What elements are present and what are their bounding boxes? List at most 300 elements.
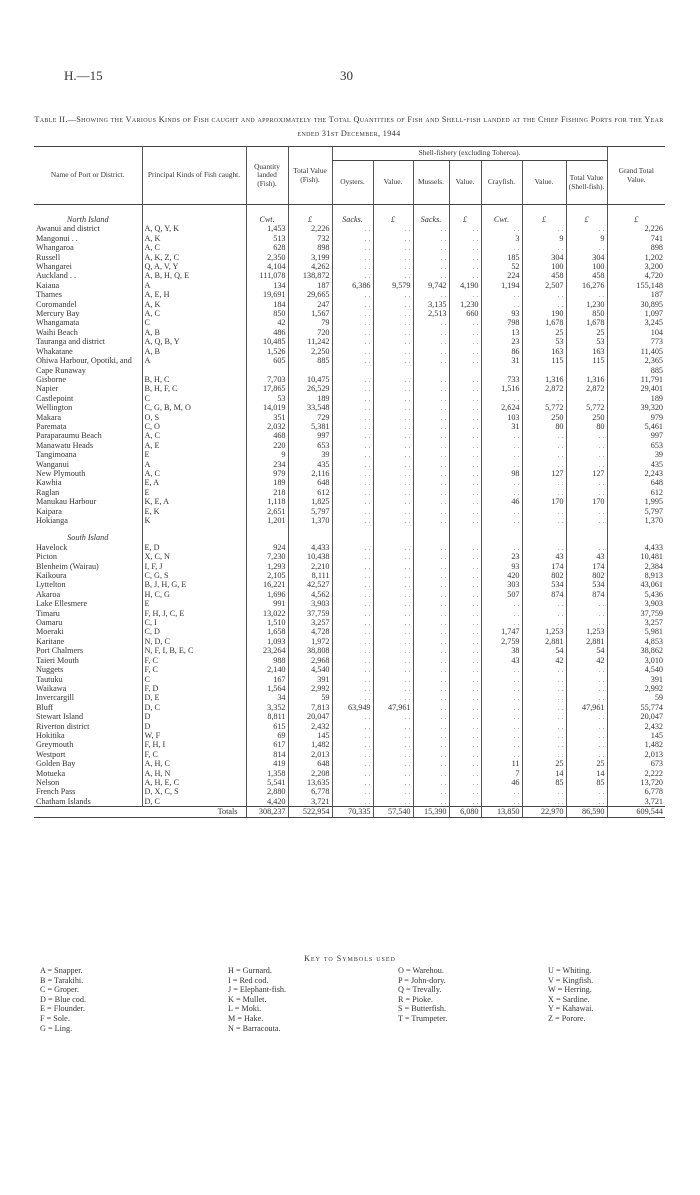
section-north: North Island [66, 215, 109, 224]
key-entry: H = Gurnard. [228, 966, 272, 975]
table-row [34, 787, 665, 796]
cell-val: 1,370 [288, 516, 332, 525]
cell-crv: 534 [522, 580, 566, 589]
cell-cr: . . [481, 290, 522, 299]
cell-oy: . . [332, 731, 373, 740]
cell-crv: . . [522, 460, 566, 469]
cell-muv: . . [449, 441, 481, 450]
col-port: Name of Port or District. [34, 147, 142, 205]
table-row [34, 759, 665, 768]
fish-kinds: E, K [142, 507, 246, 516]
cell-gt: 673 [607, 759, 665, 768]
cell-oy: . . [332, 488, 373, 497]
cell-cr: 7 [481, 769, 522, 778]
cell-oy: . . [332, 290, 373, 299]
cell-st: 458 [566, 271, 607, 280]
cell-val: 10,475 [288, 375, 332, 384]
cell-st: 163 [566, 347, 607, 356]
cell-mu: . . [413, 422, 449, 431]
unit-oy: Sacks. [332, 205, 373, 225]
port-name: Hokianga [36, 516, 68, 525]
cell-gt: 10,481 [607, 552, 665, 561]
key-entry: G = Ling. [40, 1023, 73, 1033]
cell-st: . . [566, 722, 607, 731]
cell-crv: 163 [522, 347, 566, 356]
cell-mu: . . [413, 552, 449, 561]
col-shell-group: Shell-fishery (excluding Toheroa). [332, 147, 607, 161]
cell-oy: . . [332, 552, 373, 561]
table-row [34, 460, 665, 469]
cell-gt: 653 [607, 441, 665, 450]
section-row [34, 205, 665, 225]
fish-kinds: A, C [142, 431, 246, 440]
cell-val: 42,527 [288, 580, 332, 589]
key-entry: D = Blue cod. [40, 994, 87, 1004]
cell-oyv: . . [373, 478, 413, 487]
table-row [34, 497, 665, 506]
section-row [34, 525, 665, 542]
cell-oy: 6,386 [332, 281, 373, 290]
cell-val: 1,972 [288, 637, 332, 646]
cell-cr: 46 [481, 497, 522, 506]
cell-cr: 46 [481, 778, 522, 787]
cell-oy: . . [332, 431, 373, 440]
cell-cr: 11 [481, 759, 522, 768]
cell-oy: . . [332, 609, 373, 618]
cell-muv: 660 [449, 309, 481, 318]
cell-mu: . . [413, 580, 449, 589]
cell-crv: . . [522, 609, 566, 618]
cell-st: 250 [566, 413, 607, 422]
cell-gt: 6,778 [607, 787, 665, 796]
table-row [34, 300, 665, 309]
cell-cr: 93 [481, 562, 522, 571]
key-col-4 [548, 966, 593, 1024]
cell-mu: . . [413, 599, 449, 608]
port-name: Port Chalmers [36, 646, 84, 656]
fish-kinds: C, D [142, 627, 246, 636]
cell-oyv: . . [373, 318, 413, 327]
cell-gt: 8,913 [607, 571, 665, 580]
cell-gt: 898 [607, 243, 665, 252]
cell-muv: . . [449, 262, 481, 271]
cell-oyv: . . [373, 571, 413, 580]
cell-muv: . . [449, 552, 481, 561]
fish-kinds: B, H, C [142, 375, 246, 384]
cell-qty: 14,019 [246, 403, 288, 412]
cell-cr: . . [481, 731, 522, 740]
cell-mu: . . [413, 665, 449, 674]
cell-muv: . . [449, 759, 481, 768]
cell-muv: . . [449, 507, 481, 516]
cell-oy: . . [332, 590, 373, 599]
cell-gt: 5,461 [607, 422, 665, 431]
cell-st: 850 [566, 309, 607, 318]
cell-st: . . [566, 243, 607, 252]
cell-val: 2,992 [288, 684, 332, 693]
cell-oy: . . [332, 797, 373, 807]
cell-st: . . [566, 712, 607, 721]
cell-muv: . . [449, 497, 481, 506]
cell-cr: 98 [481, 469, 522, 478]
cell-st: 25 [566, 759, 607, 768]
cell-gt: 648 [607, 478, 665, 487]
cell-muv: . . [449, 337, 481, 346]
port-name: Wellington [36, 403, 73, 413]
port-name: Manawatu Heads [36, 440, 94, 450]
cell-cr: 1,747 [481, 627, 522, 636]
cell-mu: . . [413, 740, 449, 749]
table-row [34, 778, 665, 787]
port-name: Russell [36, 252, 61, 262]
cell-mu: . . [413, 609, 449, 618]
cell-val: 2,208 [288, 769, 332, 778]
port-name: Akaroa [36, 589, 61, 599]
cell-st: . . [566, 684, 607, 693]
cell-st: . . [566, 787, 607, 796]
fish-kinds: N, F, I, B, E, C [142, 646, 246, 655]
key-entry: Q = Trevally. [398, 985, 442, 995]
col-quantity: Quantity landed (Fish). [246, 147, 288, 205]
cell-mu: . . [413, 318, 449, 327]
cell-gt: 2,226 [607, 224, 665, 233]
cell-oy: . . [332, 778, 373, 787]
cell-qty: 13,022 [246, 609, 288, 618]
cell-val: 2,226 [288, 224, 332, 233]
table-row [34, 609, 665, 618]
cell-cr: 38 [481, 646, 522, 655]
cell-qty: 1,453 [246, 224, 288, 233]
cell-oy: . . [332, 580, 373, 589]
port-name: Nuggets [36, 665, 64, 675]
port-name: New Plymouth [36, 468, 86, 478]
cell-st: 16,276 [566, 281, 607, 290]
cell-val: 885 [288, 356, 332, 375]
cell-qty: 19,691 [246, 290, 288, 299]
fish-kinds: A, K [142, 234, 246, 243]
cell-oyv: . . [373, 243, 413, 252]
cell-cr: . . [481, 224, 522, 233]
cell-cr: 224 [481, 271, 522, 280]
cell-qty: 234 [246, 460, 288, 469]
cell-muv: . . [449, 627, 481, 636]
cell-qty: 3,352 [246, 703, 288, 712]
cell-oy: . . [332, 571, 373, 580]
cell-crv: 1,253 [522, 627, 566, 636]
cell-muv: . . [449, 769, 481, 778]
cell-cr: 23 [481, 552, 522, 561]
cell-qty: 419 [246, 759, 288, 768]
table-row [34, 712, 665, 721]
cell-val: 3,199 [288, 253, 332, 262]
cell-qty: 513 [246, 234, 288, 243]
cell-oyv: . . [373, 271, 413, 280]
cell-muv: . . [449, 224, 481, 233]
cell-crv: . . [522, 797, 566, 807]
cell-mu: . . [413, 684, 449, 693]
fish-kinds: D, X, C, S [142, 787, 246, 796]
cell-gt: 4,853 [607, 637, 665, 646]
cell-crv: 115 [522, 356, 566, 375]
fish-kinds: B, H, F, C [142, 384, 246, 393]
table-body [34, 205, 665, 818]
cell-val: 189 [288, 394, 332, 403]
cell-st: . . [566, 394, 607, 403]
cell-val: 3,903 [288, 599, 332, 608]
cell-val: 5,797 [288, 507, 332, 516]
cell-st: 2,872 [566, 384, 607, 393]
fish-kinds: D, C [142, 703, 246, 712]
port-name: Motueka [36, 768, 66, 778]
table-row [34, 562, 665, 571]
total-muv: 6,080 [449, 807, 481, 817]
cell-oy: . . [332, 337, 373, 346]
cell-st: . . [566, 441, 607, 450]
cell-mu: 3,135 [413, 300, 449, 309]
fish-kinds: A, C [142, 469, 246, 478]
cell-muv: . . [449, 637, 481, 646]
cell-oyv: . . [373, 646, 413, 655]
cell-gt: 1,202 [607, 253, 665, 262]
cell-val: 138,872 [288, 271, 332, 280]
cell-oyv: . . [373, 665, 413, 674]
cell-oyv: . . [373, 337, 413, 346]
cell-st: 115 [566, 356, 607, 375]
cell-val: 4,433 [288, 543, 332, 552]
cell-oy: . . [332, 478, 373, 487]
table-row [34, 580, 665, 589]
cell-cr: 2,759 [481, 637, 522, 646]
cell-gt: 997 [607, 431, 665, 440]
fish-kinds: A, H, C [142, 759, 246, 768]
cell-muv: . . [449, 722, 481, 731]
table-row [34, 684, 665, 693]
cell-st: 9 [566, 234, 607, 243]
cell-st: . . [566, 290, 607, 299]
port-name: Moeraki [36, 627, 64, 637]
cell-gt: 37,759 [607, 609, 665, 618]
cell-val: 391 [288, 675, 332, 684]
cell-oyv: . . [373, 656, 413, 665]
cell-oy: . . [332, 318, 373, 327]
port-name: Whangamata [36, 318, 80, 328]
cell-cr: . . [481, 609, 522, 618]
port-name: Kaipara [36, 506, 62, 516]
cell-crv: 127 [522, 469, 566, 478]
fish-kinds: W, F [142, 731, 246, 740]
key-title: Key to Symbols used [304, 954, 396, 963]
cell-st: . . [566, 740, 607, 749]
fish-kinds: K [142, 516, 246, 525]
cell-st: 80 [566, 422, 607, 431]
cell-muv: . . [449, 375, 481, 384]
cell-st: 42 [566, 656, 607, 665]
cell-muv: . . [449, 516, 481, 525]
cell-mu: . . [413, 224, 449, 233]
cell-muv: . . [449, 271, 481, 280]
cell-mu: . . [413, 731, 449, 740]
cell-oy: . . [332, 243, 373, 252]
cell-val: 3,721 [288, 797, 332, 807]
cell-gt: 3,245 [607, 318, 665, 327]
cell-oy: . . [332, 460, 373, 469]
fish-kinds: N, D, C [142, 637, 246, 646]
fish-kinds: C [142, 318, 246, 327]
cell-st: . . [566, 507, 607, 516]
cell-mu: . . [413, 347, 449, 356]
cell-cr: 303 [481, 580, 522, 589]
cell-qty: 8,811 [246, 712, 288, 721]
cell-oyv: . . [373, 627, 413, 636]
table-row [34, 309, 665, 318]
cell-oyv: . . [373, 769, 413, 778]
cell-mu: . . [413, 590, 449, 599]
cell-qty: 2,140 [246, 665, 288, 674]
key-entry: Z = Porore. [548, 1013, 586, 1023]
cell-qty: 2,350 [246, 253, 288, 262]
cell-st: 2,881 [566, 637, 607, 646]
port-name: Riverton district [36, 721, 90, 731]
cell-crv: . . [522, 665, 566, 674]
cell-cr: . . [481, 703, 522, 712]
cell-st: 304 [566, 253, 607, 262]
cell-qty: 2,880 [246, 787, 288, 796]
cell-cr: 733 [481, 375, 522, 384]
table-row [34, 656, 665, 665]
cell-crv: 1,316 [522, 375, 566, 384]
cell-cr: . . [481, 712, 522, 721]
cell-mu: . . [413, 656, 449, 665]
port-name: Wanganui [36, 459, 69, 469]
cell-oy: . . [332, 750, 373, 759]
cell-gt: 5,436 [607, 590, 665, 599]
cell-muv: . . [449, 413, 481, 422]
table-row [34, 599, 665, 608]
cell-oyv: 9,579 [373, 281, 413, 290]
cell-val: 4,562 [288, 590, 332, 599]
cell-gt: 2,243 [607, 469, 665, 478]
cell-qty: 5,541 [246, 778, 288, 787]
cell-qty: 23,264 [246, 646, 288, 655]
total-oyv: 57,540 [373, 807, 413, 817]
table-row [34, 356, 665, 375]
cell-crv: 250 [522, 413, 566, 422]
cell-mu: . . [413, 618, 449, 627]
fish-kinds: D [142, 712, 246, 721]
cell-st: 534 [566, 580, 607, 589]
cell-crv: 2,507 [522, 281, 566, 290]
cell-mu: . . [413, 243, 449, 252]
cell-mu: . . [413, 375, 449, 384]
cell-oyv: . . [373, 750, 413, 759]
total-st: 86,590 [566, 807, 607, 817]
cell-gt: 3,010 [607, 656, 665, 665]
fish-kinds: A, B, H, Q, E [142, 271, 246, 280]
cell-mu: . . [413, 478, 449, 487]
cell-crv: 25 [522, 328, 566, 337]
cell-oy: . . [332, 543, 373, 552]
cell-muv: . . [449, 347, 481, 356]
table-row [34, 516, 665, 525]
cell-crv: . . [522, 516, 566, 525]
cell-st: . . [566, 731, 607, 740]
cell-oyv: . . [373, 759, 413, 768]
cell-oyv: . . [373, 580, 413, 589]
cell-cr: . . [481, 543, 522, 552]
fish-kinds: A, E, H [142, 290, 246, 299]
col-oysters: Oysters. [332, 161, 373, 205]
cell-oyv: . . [373, 234, 413, 243]
fish-kinds: B, J, H, G, E [142, 580, 246, 589]
cell-qty: 69 [246, 731, 288, 740]
cell-mu: . . [413, 450, 449, 459]
cell-cr: . . [481, 693, 522, 702]
cell-qty: 10,485 [246, 337, 288, 346]
cell-val: 2,013 [288, 750, 332, 759]
cell-st: 25 [566, 328, 607, 337]
cell-cr: . . [481, 507, 522, 516]
cell-mu: . . [413, 703, 449, 712]
cell-val: 13,635 [288, 778, 332, 787]
cell-val: 732 [288, 234, 332, 243]
port-name: Greymouth [36, 740, 74, 750]
table-caption: Table II.—Showing the Various Kinds of Fish caught and approximately the Total Quantities of Fish and Shell-fish landed at the Chief Fishing Ports for the Year ended 31st December, 1944 [34, 115, 664, 138]
total-crv: 22,970 [522, 807, 566, 817]
port-name: Golden Bay [36, 759, 76, 769]
cell-gt: 29,401 [607, 384, 665, 393]
cell-qty: 1,526 [246, 347, 288, 356]
table-row [34, 290, 665, 299]
cell-cr: . . [481, 787, 522, 796]
port-name: Tangimoana [36, 450, 77, 460]
cell-oyv: . . [373, 488, 413, 497]
table-row [34, 422, 665, 431]
cell-oyv: . . [373, 637, 413, 646]
cell-oy: . . [332, 684, 373, 693]
cell-oyv: . . [373, 375, 413, 384]
table-row [34, 328, 665, 337]
cell-muv: . . [449, 675, 481, 684]
cell-st: . . [566, 516, 607, 525]
table-row [34, 253, 665, 262]
cell-muv: . . [449, 778, 481, 787]
cell-oy: . . [332, 394, 373, 403]
table-row [34, 637, 665, 646]
table-row [34, 507, 665, 516]
cell-cr: 507 [481, 590, 522, 599]
port-name: Mercury Bay [36, 309, 80, 319]
cell-qty: 1,118 [246, 497, 288, 506]
cell-oyv: . . [373, 356, 413, 375]
cell-crv: 25 [522, 759, 566, 768]
fish-kinds: A [142, 460, 246, 469]
cell-mu: . . [413, 460, 449, 469]
cell-crv: . . [522, 488, 566, 497]
cell-qty: 2,105 [246, 571, 288, 580]
cell-st: 1,253 [566, 627, 607, 636]
key-entry: K = Mullet. [228, 994, 267, 1004]
table-row [34, 384, 665, 393]
port-name: Lyttelton [36, 580, 66, 590]
cell-st: . . [566, 224, 607, 233]
cell-crv: . . [522, 243, 566, 252]
cell-qty: 7,703 [246, 375, 288, 384]
cell-st: 85 [566, 778, 607, 787]
cell-mu: . . [413, 234, 449, 243]
cell-oyv: . . [373, 507, 413, 516]
cell-muv: . . [449, 469, 481, 478]
cell-qty: 1,358 [246, 769, 288, 778]
